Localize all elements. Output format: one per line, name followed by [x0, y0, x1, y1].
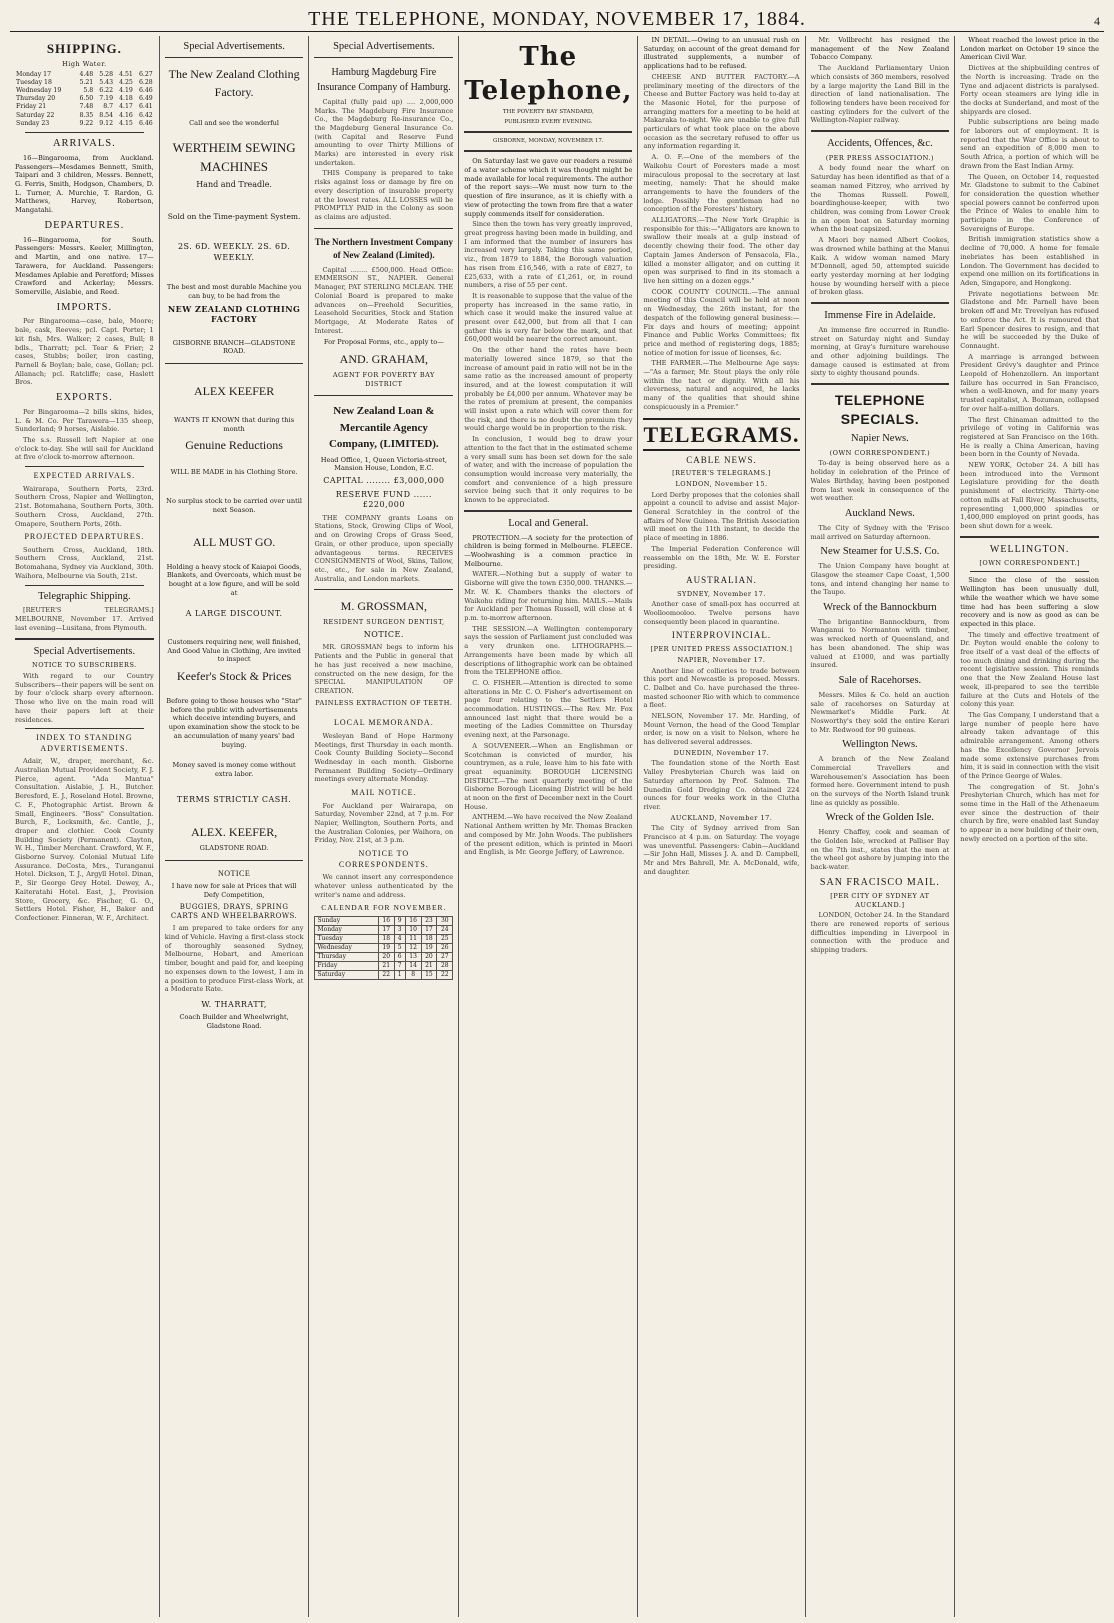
calendar-cell: 7	[394, 961, 405, 970]
calendar-row	[315, 917, 453, 926]
calendar-cell: Saturday	[315, 970, 378, 979]
hamburg-title: Hamburg Magdeburg Fire Insurance Company of Hamburg.	[317, 66, 451, 93]
tide-row	[15, 71, 154, 79]
interprovincial-heading: INTERPROVINCIAL.	[671, 630, 772, 641]
page-masthead	[10, 6, 1104, 32]
tide-cell: 7.19	[99, 95, 114, 103]
nz-loan-capital: CAPITAL ........ £3,000,000	[323, 476, 445, 486]
correspondents-notice: NOTICE TO CORRESPONDENTS.	[338, 849, 429, 869]
clothing-factory-name: The New Zealand Clothing Factory.	[168, 66, 300, 99]
napier-news-heading: Napier News.	[851, 433, 909, 445]
tide-cell: 5.8	[83, 87, 94, 95]
arrivals-text: 16—Bingarooma, from Auckland. Passengers—Mesdames Bennett, Smith, Taipari and 3 children, Messrs. Bennett, G. Ferris, Smith, Hodgson, Chambers, D. L. Turner, A. Murchie, T. Rardon, G. Matthews, Harvey, Robertson, Mangatahi.	[15, 153, 154, 215]
editorial-dateline: GISBORNE, MONDAY, NOVEMBER 17.	[493, 138, 604, 145]
tide-cell: 4.19	[119, 87, 133, 95]
calendar-cell: 17	[421, 926, 437, 935]
tide-cell: 9.12	[99, 119, 114, 127]
accidents-heading: Accidents, Offences, &c.	[827, 138, 933, 150]
calendar-cell: 24	[437, 926, 453, 935]
hamburg-ad: Hamburg Magdeburg Fire Insurance Company of Hamburg. Capital (fully paid up) .... 2,000,000 Marks. The Magdeburg Fire Insurance Co., the Magdeburg Re-insurance Co., the Magdeburg General Insurance Co. (with Capital and Reserve Fund amounting to over Thirty Millions of Marks) are interested in every risk undertaken. THIS Company is prepared to take risks against loss or damage by fire on every description of insurable property at the lowest rates. ALL LOSSES will be PROMPTLY PAID in the Colony as soon as claims are adjusted.	[314, 57, 453, 228]
tide-cell: 6.42	[138, 111, 153, 119]
and-graham: AND. GRAHAM,	[339, 352, 428, 367]
column-4-editorial: The Telephone, THE POVERTY BAY STANDARD, PUBLISHED EVERY EVENING. GISBORNE, MONDAY, NOVEMBER 17. On Saturday last we gave our readers a resumé of a water scheme which it was thought might be made available for local requirements. The author of the report says:—We must now turn to the question of fire insurance, as it is chiefly with a view of protecting the town from fire that a water supply commends itself for consideration. Since then the town has very greatly improved, great progress having been made in building, and I am informed that the number of insurers has increased very largely. Taking this same period, viz., from 1879 to 1884, the Borough valuation has risen from £16,546, with a rate of £827, to £25,633, with a rate of £1,261, or, in round numbers, a rise of 55 per cent. It is reasonable to suppose that the value of the property has increased in the same ratio, in which case it would make the insured value at present over £42,000, but from all that I can gather this is very far below the mark, and that £60,000 would be nearer the correct amount. On the other hand the rates have been materially lowered since 1879, so that the increase of amount paid in ratio will not be in the same ratio as the increased amount of property insured, and at the lowest computation it will probably be £4,000 per annum. Whatever may be the rates of premium at present, the companies will insist upon a rate which will cover them for the risk, and there is no doubt the premium they would charge would be in proportion to the risk. In conclusion, I would beg to draw your attention to the fact that in the estimated scheme a very small sum has been set down for the sale of water, and with the increase of population the consumption would increase very materially, the comfort and convenience of a high pressure service being such that it only requires to be known to be appreciated. Local and General. PROTECTION.—A society for the protection of children is being formed in Melbourne. FLEECE.—Woolwashing is a common practice in Melbourne. WATER.—Nothing but a supply of water to Gisborne will give the town £350,000. THANKS.—Mr. W. K. Chambers thanks the electors of Waikohu riding for returning him. MAILS.—Mails for Auckland per Thomas Russell, will close at 4 p.m. to-morrow afternoon. THE SESSION.—A Wellington contemporary says the session of Parliament just concluded was a very drunken one. LITHOGRAPHS.—Arrangements have been made by which all descriptions of lithographic work can be obtained from the TELEPHONE office. C. O. FISHER.—Attention is directed to some alterations in Mr. C. O. Fisher's advertisement on page four relating to the Settlers Hotel accommodation. HUSTINGS.—The Rev. Mr. Fox announced last night that there would be a meeting of the Ladies Committee on Thursday evening next, at the Parsonage. A SOUVENEER.—When an Englishman or Scotchman is convicted of murder, his countrymen, as a rule, leave him to his fate with great equanimity. BOROUGH LICENSING DISTRICT.—The next quarterly meeting of the Gisborne Borough Licensing District will be held at noon on the first of December next in the Court House. ANTHEM.—We have received the New Zealand National Anthem written by Mr. Thomas Bracken and composed by Mr. John Woods. The publishers of the present edition, which is printed in Maori and English, is Mr. George Jeffery, of Lawrence.	[459, 36, 638, 1617]
tide-cell: 6.22	[99, 87, 114, 95]
tide-cell: 4.16	[119, 111, 133, 119]
tide-cell: 9.22	[79, 119, 94, 127]
special-ads-heading-3: Special Advertisements.	[333, 41, 435, 52]
local-general-heading: Local and General.	[508, 517, 589, 529]
calendar-cell: 18	[421, 935, 437, 944]
tide-row	[15, 120, 154, 128]
grossman-sub: RESIDENT SURGEON DENTIST,	[323, 618, 445, 627]
local-memoranda: LOCAL MEMORANDA.	[333, 718, 434, 728]
calendar-cell: 10	[405, 926, 421, 935]
napier-correspondent: (OWN CORRESPONDENT.)	[829, 448, 931, 457]
calendar-cell: 20	[378, 952, 394, 961]
calendar-cell: 3	[394, 926, 405, 935]
calendar-cell: 22	[437, 970, 453, 979]
calendar-cell: 21	[421, 961, 437, 970]
clothing-store-text: WILL BE MADE in his Clothing Store.	[170, 468, 298, 477]
wreck-bannockburn-heading: Wreck of the Bannockburn	[823, 601, 937, 613]
tide-cell: Wednesday 19	[16, 87, 62, 95]
calendar-cell: 16	[378, 917, 394, 926]
calendar-cell: Thursday	[315, 952, 378, 961]
index-heading: INDEX TO STANDING ADVERTISEMENTS.	[36, 733, 133, 753]
shipping-heading: SHIPPING.	[46, 41, 122, 56]
grossman-name: M. GROSSMAN,	[340, 599, 428, 614]
tide-cell: Thursday 20	[16, 95, 56, 103]
page-number: 4	[1094, 14, 1100, 28]
calendar-cell: 21	[378, 961, 394, 970]
tide-cell: 5.21	[79, 78, 94, 86]
napier-dateline: NAPIER, November 17.	[677, 655, 766, 664]
tide-cell: Friday 21	[16, 103, 47, 111]
column-6-intro: Mr. Vollbrecht has resigned the management of the New Zealand Tobacco Company.	[810, 36, 950, 62]
calendar-cell: 19	[378, 943, 394, 952]
coach-builder: Coach Builder and Wheelwright, Gladstone Road.	[179, 1013, 289, 1031]
calendar-cell: 25	[437, 935, 453, 944]
calendar-cell: Friday	[315, 961, 378, 970]
tide-cell: 6.41	[138, 103, 153, 111]
accidents-press: (PER PRESS ASSOCIATION.)	[825, 153, 935, 162]
tide-cell: 4.48	[79, 70, 94, 78]
hand-treadle: Hand and Treadle.	[196, 179, 272, 189]
tide-row	[15, 103, 154, 111]
imports-heading: IMPORTS.	[56, 301, 113, 313]
sydney-dateline: SYDNEY, November 17.	[677, 589, 766, 598]
all-must-go: ALL MUST GO.	[192, 534, 276, 549]
calendar-cell: 1	[394, 970, 405, 979]
tide-cell: 5.28	[99, 70, 114, 78]
factory-line: NEW ZEALAND CLOTHING FACTORY	[167, 303, 301, 325]
agent-line: AGENT FOR POVERTY BAY DISTRICT	[332, 371, 435, 388]
auckland-news-heading: Auckland News.	[844, 507, 915, 519]
large-discount: A LARGE DISCOUNT.	[185, 609, 283, 619]
calendar-cell: Monday	[315, 926, 378, 935]
tide-cell: 6.49	[138, 95, 153, 103]
special-ads-heading-2: Special Advertisements.	[183, 41, 285, 52]
calendar-cell: 5	[394, 943, 405, 952]
column-5-intro: IN DETAIL.—Owing to an unusual rush on Saturday, on account of the great demand for illustrated supplements, a number of applications had to be refused.	[643, 36, 800, 71]
clothing-factory-ad: The New Zealand Clothing Factory. Call and see the wonderful WERTHEIM SEWING MACHINES Hand and Treadle. Sold on the Time-payment System. 2S. 6D. WEEKLY. 2S. 6D. WEEKLY. The best and most durable Machine you can buy, to be had from the NEW ZEALAND CLOTHING FACTORY GISBORNE BRANCH—GLADSTONE ROAD.	[165, 57, 304, 363]
nz-loan-reserve: RESERVE FUND ...... £220,000	[335, 489, 432, 510]
calendar-row	[315, 926, 453, 935]
calendar-row	[315, 943, 453, 952]
calendar-cell: Sunday	[315, 917, 378, 926]
press-association: [PER UNITED PRESS ASSOCIATION.]	[650, 645, 793, 654]
time-payment: Sold on the Time-payment System.	[167, 212, 301, 222]
calendar-cell: Wednesday	[315, 943, 378, 952]
calendar-cell: 14	[405, 961, 421, 970]
tide-row	[15, 79, 154, 87]
calendar-cell: 17	[378, 926, 394, 935]
calendar-row	[315, 970, 453, 979]
arrivals-heading: ARRIVALS.	[52, 138, 116, 150]
departures-heading: DEPARTURES.	[44, 219, 125, 231]
sf-mail-source: [PER CITY OF SYDNEY AT AUCKLAND.]	[830, 892, 930, 909]
tide-row	[15, 112, 154, 120]
wellington-heading: WELLINGTON.	[989, 543, 1070, 555]
tide-cell: Monday 17	[16, 70, 52, 78]
tide-cell: 6.46	[138, 87, 153, 95]
calendar-cell: 12	[405, 943, 421, 952]
wertheim-machines: WERTHEIM SEWING MACHINES	[172, 139, 296, 175]
calendar-cell: 9	[394, 917, 405, 926]
tide-cell: Saturday 22	[16, 111, 55, 119]
tide-table	[15, 71, 154, 128]
grossman-ad: M. GROSSMAN, RESIDENT SURGEON DENTIST, NOTICE. MR. GROSSMAN begs to inform his Patients and the Public in general that he has just received a new machine, constructed on the new design, for the SPECIAL MANIPULATION OF CREATION. PAINLESS EXTRACTION OF TEETH.	[314, 589, 453, 714]
telegraphic-shipping-heading: Telegraphic Shipping.	[38, 590, 131, 602]
calendar-table	[314, 916, 453, 979]
nz-loan-title: New Zealand Loan & Mercantile Agency Company, (LIMITED).	[328, 405, 439, 451]
cable-source: [REUTER'S TELEGRAMS.]	[672, 469, 771, 478]
calendar-cell: 22	[378, 970, 394, 979]
calendar-cell: 11	[405, 935, 421, 944]
tide-cell: 7.48	[79, 103, 94, 111]
columns	[10, 36, 1104, 1617]
mail-notice: MAIL NOTICE.	[351, 788, 417, 798]
telephone-specials-heading: TELEPHONE SPECIALS.	[834, 392, 925, 427]
editorial-lead: On Saturday last we gave our readers a resumé of a water scheme which it was thought might be made available for local requirements. The author of the report says:—We must now turn to the question of fire insurance, as it is chiefly with a view of protecting the town from fire that a water supply commends itself for consideration.	[464, 157, 633, 218]
northern-title: The Northern Investment Company of New Zealand (Limited).	[314, 236, 453, 261]
tharratt-notice: NOTICE	[217, 868, 251, 878]
new-steamer-heading: New Steamer for U.S.S. Co.	[820, 546, 940, 558]
genuine-reductions: Genuine Reductions	[185, 438, 283, 453]
tide-cell: 6.28	[138, 78, 153, 86]
column-2-advertisements	[160, 36, 310, 1617]
exports-text: Per Bingarooma—2 bills skins, hides, L. & M. Co. Per Tarawera—135 sheep, Sunderland; 9 horses, Aislabie.	[15, 407, 154, 434]
special-ads-heading-1: Special Advertisements.	[33, 645, 136, 657]
local-general-text: PROTECTION.—A society for the protection of children is being formed in Melbourne. FLEECE.—Woolwashing is a common practice in Melbourne.	[464, 533, 633, 568]
wellington-text: Since the close of the session Wellington has been unusually dull, while the weather which we have some time had has been suffering a slow recovery and is now as good as can be expected in this place.	[960, 576, 1099, 628]
tharratt-name: W. THARRATT,	[201, 999, 267, 1009]
tide-heading: High Water.	[62, 60, 107, 69]
nameplate-sub: THE POVERTY BAY STANDARD,	[502, 108, 594, 115]
notice-subscribers: NOTICE TO SUBSCRIBERS.	[32, 661, 137, 670]
wreck-golden-isle-heading: Wreck of the Golden Isle.	[825, 812, 935, 824]
tide-cell: Tuesday 18	[16, 78, 52, 86]
calendar-cell: 8	[405, 970, 421, 979]
tide-cell: 5.43	[99, 78, 114, 86]
exports-heading: EXPORTS.	[56, 392, 113, 404]
calendar-heading: CALENDAR FOR NOVEMBER.	[321, 903, 447, 913]
australian-heading: AUSTRALIAN.	[686, 574, 757, 585]
tharratt-ad: NOTICE I have now for sale at Prices that will Defy Competition, BUGGIES, DRAYS, SPRING CARTS AND WHEELBARROWS. I am prepared to take orders for any kind of Vehicle. Having a first-class stock of thoroughly seasoned Sydney, Melbourne, Hobart, and American timber, bought and paid for, and keeping no expenses down to the lowest, I am in a position to produce First-class Work, at a Moderate Rate. W. THARRATT, Coach Builder and Wheelwright, Gladstone Road.	[165, 860, 304, 1038]
tide-cell: 4.18	[119, 95, 133, 103]
calendar-row	[315, 961, 453, 970]
tide-row	[15, 87, 154, 95]
calendar-cell: 6	[394, 952, 405, 961]
tide-cell: 4.51	[119, 70, 133, 78]
calendar-cell: 23	[421, 917, 437, 926]
wellington-correspondent: [OWN CORRESPONDENT.]	[979, 558, 1080, 567]
tide-cell: 6.46	[138, 119, 153, 127]
london-dateline: LONDON, November 15.	[675, 480, 768, 489]
column-3-advertisements: Special Advertisements. Hamburg Magdeburg Fire Insurance Company of Hamburg. Capital (fully paid up) .... 2,000,000 Marks. The Magdeburg Fire Insurance Co., the Magdeburg Re-insurance Co., the Magdeburg General Insurance Co. (with Capital and Reserve Fund amounting to over Thirty Millions of Marks) are interested in every risk undertaken. THIS Company is prepared to take risks against loss or damage by fire on every description of insurable property at the lowest rates. ALL LOSSES will be PROMPTLY PAID in the Colony as soon as claims are adjusted. The Northern Investment Company of New Zealand (Limited). Capital ........ £500,000. Head Office: EMMERSON ST., NAPIER. General Manager, PAT STERLING MCLEAN. THE Colonial Board is prepared to make advances on—Freehold Securities, Leasehold Securities, Stock and Station Mortgage, At Moderate Rates of Interest. For Proposal Forms, etc., apply to— AND. GRAHAM, AGENT FOR POVERTY BAY DISTRICT New Zealand Loan & Mercantile Agency Company, (LIMITED). Head Office, 1, Queen Victoria-street, Mansion House, London, E.C. CAPITAL ........ £3,000,000 RESERVE FUND ...... £220,000 THE COMPANY grants Loans on Stations, Stock, Growing Clips of Wool, and on Growing Crops of Grass Seed, Grain, or other produce, upon specially advantageous terms. RECEIVES CONSIGNMENTS of Wool, Skins, Tallow, etc., etc., for sale in New Zealand, Australia, and London markets. M. GROSSMAN, RESIDENT SURGEON DENTIST, NOTICE. MR. GROSSMAN begs to inform his Patients and the Public in general that he has just received a new machine, constructed on the new design, for the SPECIAL MANIPULATION OF CREATION. PAINLESS EXTRACTION OF TEETH. LOCAL MEMORANDA. Wesleyan Band of Hope Harmony Meetings, first Thursday in each month. Cook County Building Society—Second Wednesday in each month. Gisborne Permanent Building Society—Ordinary meetings every alternate Monday. MAIL NOTICE. For Auckland per Wairarapa, on Saturday, November 22nd, at 7 p.m. For Napier, Wellington, Southern Ports, and the Australian Colonies, per Waihora, on Friday, Nov. 21st, at 3 p.m. NOTICE TO CORRESPONDENTS. We cannot insert any correspondence whatever unless authenticated by the writer's name and address. CALENDAR FOR NOVEMBER. Sunday 16 9 16 23 30 Monday 17 3 10 17 24 Tuesday 18 4 11 18 25 Wednesday 19 5 12 19 26 Thursday 20 6 13 20 27 Friday 21 7 14 21 28 Saturday 22 1 8 15 22	[309, 36, 459, 1617]
column-5-telegrams: IN DETAIL.—Owing to an unusual rush on Saturday, on account of the great demand for illustrated supplements, a number of applications had to be refused. CHEESE AND BUTTER FACTORY.—A preliminary meeting of the directors of the Cheese and Butter Factory was held to-day at the Masonic Hotel, for the purpose of arranging matters for a meeting to be held at Makaraka to-night. We are unable to give full particulars of what took place on the above occasion as the secretary refused to offer us any information regarding it. A. O. F.—One of the members of the Waikohu Court of Foresters made a most miraculous proposal to the secretary at last meeting, namely: That he should make arrangements to have the founders of the lodge. Possibly the gentleman had no conception of the Foresters' history. ALLIGATORS.—The New York Graphic is responsible for this:—"Alligators are known to swallow their meals at a gulp instead of decently chewing their food. The other day Captain James Anderson of Pensacola, Fla., killed a monster alligator, and on cutting it open was surprised to find in its stomach a live hen sitting on a dozen eggs." COOK COUNTY COUNCIL.—The annual meeting of this Council will be held at noon on Wednesday, the 26th instant, for the despatch of the following general business:—Fix days and hours of meeting; appoint Finance and Public Works Committees; fix price and method of registering dogs, 1885; notice of motion for issue of licenses, &c. THE FARMER.—The Melbourne Age says:—"As a farmer, Mr. Stout plays the only rôle within the tact or dignity. With all his cleverness, natural and acquired, he lacks many of the qualities that should shine conspicuously in a Premier." TELEGRAMS. CABLE NEWS. [REUTER'S TELEGRAMS.] LONDON, November 15. Lord Derby proposes that the colonies shall appoint a council to advise and assist Major-General Scratchley in the control of the affairs of New Guinea. The British Association will meet on the 11th instant, to decide the place of meeting in 1886. The Imperial Federation Conference will reassemble on the 18th, Mr. W. E. Forster presiding. AUSTRALIAN. SYDNEY, November 17. Another case of small-pox has occurred at Woolloomooloo. Twelve persons have consequently been placed in quarantine. INTERPROVINCIAL. [PER UNITED PRESS ASSOCIATION.] NAPIER, November 17. Another line of collieries to trade between this port and Newcastle is proposed. Messrs. C. Dalbet and Co. have purchased the three-masted schooner Rio with which to commence a fleet. NELSON, November 17. Mr. Harding, of Mount Vernon, the head of the Good Templar order, is now on a visit to Nelson, where he has delivered several addresses. DUNEDIN, November 17. The foundation stone of the North East Valley Presbyterian Church was laid on Saturday afternoon by Prof. Salmon. The Dunedin Gold Dredging Co. obtained 224 ounces for four weeks work in the Clutha river. AUCKLAND, November 17. The City of Sydney arrived from San Francisco at 4 p.m. on Saturday. The voyage was uneventful. Passengers: Cabin—Auckland—Sir John Hall, Misses J. A. and D. Campbell, Mr and Mrs Bahrell, Mr. A. McDonald, wife, and daughter.	[638, 36, 805, 1617]
tide-cell: 8.7	[103, 103, 114, 111]
calendar-cell: 26	[437, 943, 453, 952]
tide-row	[15, 95, 154, 103]
column-7-news: Wheat reached the lowest price in the London market on October 19 since the American Civil War. Dictives at the shipbuilding centres of the North is increasing. Trade on the Tyne and adjacent districts is paralysed. Forty ocean steamers are lying idle in the docks at Sunderland, and most of the shipyards are closed. Public subscriptions are being made for laborers out of employment. It is reported that the War Office is about to send an expedition of 8,000 men to South Africa, a portion of which will be drawn from the East Indian Army. The Queen, on October 14, requested Mr. Gladstone to submit to the Cabinet for consideration the question whether special powers cannot be conferred upon the Prince of Wales to enable him to participate in the Conference of Sovereigns of Europe. British immigration statistics show a decline of 70,000. A home for female inebriates has been established in London. The Government has decided to expend one million on its fortifications in Aden, Singapore, and Hongkong. Private negotiations between Mr. Gladstone and Mr. Parnell have been broken off and Mr. Trevelyan has refused to enforce the Act. It is rumoured that Earl Spencer desires to resign, and that he will be succeeded by the Duke of Connaught. A marriage is arranged between President Grévy's daughter and Prince Leopold of Hohenzollern. An important failure has occurred in San Francisco, when a well-known, and for many years trusted capitalist, A. Bozuman, collapsed for over half-a-million dollars. The first Chinaman admitted to the privilege of voting in California was registered at San Francisco on the 16th. He is really a China American, having been born in the County of Nevada. NEW YORK, October 24. A bill has been introduced into the Vermont Legislature providing for the death punishment of electricity. Thirty-one cotton mills at Fall River, Massachusetts, representing 1,000,000 spindles or 1,400,000 employed on print goods, has been shut down for a week. WELLINGTON. [OWN CORRESPONDENT.] Since the close of the session Wellington has been unusually dull, while the weather which we have some time had has been suffering a slow recovery and is now as good as can be expected in this place. The timely and effective treatment of Dr. Peyton would enable the colony to free itself of a vast deal of the effects of too much dining and drinking during the recent legislative session. This reminds one that the New Zealand House last week, ill-prepared to see the terrible failure at the Cuts and Hotels of the colony this year. The Gas Company, I understand that a large number of people here have already taken advantage of this admirable arrangement. Among others has the Excellency Governor Jervois made some extensive purchases from him, it is said in connection with the visit of the Prince George of Wales. The congregation of St. John's Presbyterian Church, which has met for some time in the Hall of the Athenaeum ever since the destruction of their church by fire, were enabled last Sunday to appear in a new building of their own, newly erected on a portion of the site.	[960, 36, 1099, 843]
calendar-cell: 13	[405, 952, 421, 961]
tide-cell: 6.50	[79, 95, 94, 103]
wellington-news-heading: Wellington News.	[842, 739, 918, 751]
departures-text: 16—Bingarooma, for South. Passengers: Messrs. Keeler, Millington, and Martin, and one native. 17—Tarawera, for Auckland. Passengers: Mesdames Aplabie and Peretford; Misses Crawford and Ackerlay; Messrs. Somerville, Aislabie, and Reed.	[15, 235, 154, 296]
calendar-row	[315, 952, 453, 961]
alex-keefer-name: ALEX KEEFER	[193, 384, 275, 398]
nameplate: The Telephone,	[464, 42, 633, 107]
cable-news-heading: CABLE NEWS.	[686, 454, 757, 465]
auckland-dateline: AUCKLAND, November 17.	[670, 813, 773, 822]
keefer-stock-prices: Keefer's Stock & Prices	[176, 668, 292, 683]
telegrams-banner: TELEGRAMS.	[643, 418, 799, 451]
projected-heading: PROJECTED DEPARTURES.	[24, 532, 145, 542]
published-every-evening: PUBLISHED EVERY EVENING.	[504, 118, 593, 125]
expected-heading: EXPECTED ARRIVALS.	[33, 471, 136, 481]
buggies-line: BUGGIES, DRAYS, SPRING CARTS AND WHEELBARROWS.	[170, 902, 298, 921]
column-7-intro: Wheat reached the lowest price in the London market on October 19 since the American Civil War.	[960, 36, 1099, 62]
sale-racehorses-heading: Sale of Racehorses.	[838, 675, 922, 686]
tide-cell: 8.35	[79, 111, 94, 119]
grossman-notice: NOTICE.	[363, 629, 404, 639]
tide-cell: 4.17	[119, 103, 133, 111]
column-6-specials: Mr. Vollbrecht has resigned the management of the New Zealand Tobacco Company. The Auckland Parliamentary Union which consists of 360 members, resolved by a large majority the Land Bill in the direction of land nationalisation. The following tenders have been received for casting cylinders for the culvert of the Wellington-Napier railway. Accidents, Offences, &c. (PER PRESS ASSOCIATION.) A body found near the wharf on Saturday has been identified as that of a seaman named Fitzroy, who arrived by the Thomas Russell. Powell, boardinghouse-keeper, with two children, was coming from Lower Creek in an open boat on Saturday morning when the boat capsized. A Maori boy named Albert Cookes, was drowned while bathing at the Manui Kaik. A widow woman named Mary M'Donnell, aged 50, attempted suicide early yesterday morning at her lodging house by wounding herself with a piece of broken glass. Immense Fire in Adelaide. An immense fire occurred in Rundle-street on Saturday night and Sunday morning, at Gray's furniture warehouse and other adjoining buildings. The damage caused is estimated at from sixty to eighty thousand pounds. TELEPHONE SPECIALS. Napier News. (OWN CORRESPONDENT.) To-day is being observed here as a holiday in celebration of the Prince of Wales Birthday, having been postponed from last week in consequence of the wet weather. Auckland News. The City of Sydney with the 'Frisco mail arrived on Saturday afternoon. New Steamer for U.S.S. Co. The Union Company have bought at Glasgow the steamer Cape Coast, 1,500 tons, and intend changing her name to the Taupo. Wreck of the Bannockburn The brigantine Bannockburn, from Wanganui to Normanton with timber, was wrecked north of Queensland, and has been abandoned. The ship was valued at £1000, and was partially insured. Sale of Racehorses. Messrs. Miles & Co. held an auction sale of racehorses on Saturday at Newmarket's Middle Park. At Nosworthy's they sold the entire Kerari to Mr. Redwood for 90 guineas. Wellington News. A branch of the New Zealand Commercial Travellers and Warehousemen's Association has been formed here. Government intend to push on the surveys of the North Island trunk line as quickly as possible. Wreck of the Golden Isle. Henry Chaffey, cook and seaman of the Golden Isle, wrecked at Palliser Bay on the 7th inst., states that the men at the wheel got ashore by jumping into the back-water. SAN FRACISCO MAIL. [PER CITY OF SYDNEY AT AUCKLAND.] LONDON, October 24. In the Standard there are renewed reports of serious difficulties impending in Liverpool in connection with the produce and shipping traders.	[806, 36, 956, 1617]
weekly-price: 2S. 6D. WEEKLY. 2S. 6D. WEEKLY.	[177, 242, 291, 262]
calendar-cell: 15	[421, 970, 437, 979]
best-machine-text: The best and most durable Machine you can buy, to be had from the	[166, 283, 302, 300]
tide-cell: 4.15	[119, 119, 133, 127]
painless-extraction: PAINLESS EXTRACTION OF TEETH.	[315, 698, 453, 707]
alex-keefer-ad: ALEX KEEFER WANTS IT KNOWN that during this month Genuine Reductions WILL BE MADE in his Clothing Store. No surplus stock to be carried over until next Season. ALL MUST GO. Holding a heavy stock of Kaiapoi Goods, Blankets, and Overcoats, which must be bought at a low figure, and will be sold at A LARGE DISCOUNT. Customers requiring new, well finished, And Good Value in Clothing, Are invited to inspect Keefer's Stock & Prices Before going to those houses who "Star" before the public with advertisements which deceive intending buyers, and upon examination show the stock to be an accumulation of many years' bad buying. Money saved is money come without extra labor. TERMS STRICTLY CASH. ALEX. KEEFER, GLADSTONE ROAD.	[165, 363, 304, 860]
northern-investment-ad: The Northern Investment Company of New Zealand (Limited). Capital ........ £500,000. Head Office: EMMERSON ST., NAPIER. General Manager, PAT STERLING MCLEAN. THE Colonial Board is prepared to make advances on—Freehold Securities, Leasehold Securities, Stock and Station Mortgage, At Moderate Rates of Interest. For Proposal Forms, etc., apply to— AND. GRAHAM, AGENT FOR POVERTY BAY DISTRICT	[314, 228, 453, 395]
sf-mail-heading: SAN FRACISCO MAIL.	[819, 876, 940, 888]
calendar-cell: 16	[405, 917, 421, 926]
gisborne-branch: GISBORNE BRANCH—GLADSTONE ROAD.	[172, 338, 296, 356]
page-title: THE TELEPHONE, MONDAY, NOVEMBER 17, 1884.	[308, 8, 806, 30]
calendar-cell: 30	[437, 917, 453, 926]
imports-text: Per Bingarooma—case, bale, Moore; bale, cask, Reeves; pcl. Capt. Porter; 1 kit fish, Mrs. Walker; 2 cases, Bull; 8 bdls., Tharratt; pcl. Tear & Frier; 2 cases, Stubbs; boiler, iron casting, Parnell & Boylan; bale, case, Gollan; pcl. Allanach; pcl. Ratcliffe; case, Haslett Bros.	[15, 317, 154, 387]
nz-loan-ad: New Zealand Loan & Mercantile Agency Company, (LIMITED). Head Office, 1, Queen Victoria-street, Mansion House, London, E.C. CAPITAL ........ £3,000,000 RESERVE FUND ...... £220,000 THE COMPANY grants Loans on Stations, Stock, Growing Clips of Wool, and on Growing Crops of Grass Seed, Grain, or other produce, upon specially advantageous terms. RECEIVES CONSIGNMENTS of Wool, Skins, Tallow, etc., etc., for sale in New Zealand, Australia, and London markets.	[314, 395, 453, 589]
calendar-cell: 20	[421, 952, 437, 961]
calendar-row	[315, 935, 453, 944]
tide-cell: 4.25	[119, 78, 133, 86]
calendar-cell: Tuesday	[315, 935, 378, 944]
immense-fire-heading: Immense Fire in Adelaide.	[824, 310, 936, 322]
tide-cell: 6.27	[138, 70, 153, 78]
calendar-cell: 4	[394, 935, 405, 944]
terms-cash: TERMS STRICTLY CASH.	[176, 794, 292, 804]
calendar-cell: 19	[421, 943, 437, 952]
calendar-cell: 18	[378, 935, 394, 944]
calendar-cell: 28	[437, 961, 453, 970]
tide-cell: 8.54	[99, 111, 114, 119]
column-1-shipping: SHIPPING. High Water. Monday 17 4.48 5.28 4.51 6.27 Tuesday 18 5.21 5.43 4.25 6.28 Wednesday 19 5.8 6.22 4.19 6.46 Thursday 20 6.50 7.19 4.18 6.49 Friday 21 7.48 8.7 4.17 6.41 Saturday 22 8.35 8.54 4.16 6.42 Sunday 23 9.22 9.12 4.15 6.46 ARRIVALS. 16—Bingarooma, from Auckland. Passengers—Mesdames Bennett, Smith, Taipari and 3 children, Messrs. Bennett, G. Ferris, Smith, Hodgson, Chambers, D. L. Turner, A. Murchie, T. Rardon, G. Matthews, Harvey, Robertson, Mangatahi. DEPARTURES. 16—Bingarooma, for South. Passengers: Messrs. Keeler, Millington, and Martin, and one native. 17—Tarawera, for Auckland. Passengers: Mesdames Aplabie and Peretford; Misses Crawford and Ackerlay; Messrs. Somerville, Aislabie, and Reed. IMPORTS. Per Bingarooma—case, bale, Moore; bale, cask, Reeves; pcl. Capt. Porter; 1 kit fish, Mrs. Walker; 2 cases, Bull; 8 bdls., Tharratt; pcl. Tear & Frier; 2 cases, Stubbs; boiler, iron casting, Parnell & Boylan; bale, case, Gollan; pcl. Allanach; pcl. Ratcliffe; case, Haslett Bros. EXPORTS. Per Bingarooma—2 bills skins, hides, L. & M. Co. Per Tarawera—135 sheep, Sunderland; 9 horses, Aislabie. The s.s. Russell left Napier at one o'clock to-day. She will sail for Auckland at five o'clock to-morrow afternoon. EXPECTED ARRIVALS. Wairarapa, Southern Ports, 23rd. Southern Cross, Napier and Wellington, 21st. Botomahana, Southern Ports, 30th. Southern Cross, Auckland, 27th. Omapere, Southern Ports, 26th. PROJECTED DEPARTURES. Southern Cross, Auckland, 18th. Southern Cross, Auckland, 21st. Botomahana, Sydney via Auckland, 30th. Waihora, Melbourne via South, 21st. Telegraphic Shipping. [REUTER'S TELEGRAMS.] MELBOURNE, November 17. Arrived last evening—Lusitana, from Plymouth. Special Advertisements. NOTICE TO SUBSCRIBERS. With regard to our Country Subscribers—their papers will be sent on by four o'clock sharp every afternoon. Those who live on the main road will have their papers left at their residences. INDEX TO STANDING ADVERTISEMENTS. Adair, W., draper, merchant, &c. Australian Mutual Provident Society, F. J. Pierce, agent. "Ada Mantua" Consultation. Aislabie, J. H., Butcher. Beresford, E. J., Roseland Hotel. Browne, C. F., Photographic Artist. Brown & Small, Engineers. "Boss" Consultation. Burch, F., Locksmith, &c. Cantle, J., draper and clothier. Cook County Building Society (Permanent). Clayton, W. H., Timber Merchant. Crawford, W. F., Gisborne Survey. Colonial Mutual Life Assurance. DeCosta, Mrs., Turanganui Hotel. Dickson, T. J., Argyll Hotel. Dinan, P., Sir George Grey Hotel. Dewey, A., Kaiteratahi Hotel. East, J., Provision Store, Grocery, &c. Fischer, G. O., Settlers Hotel. Fisher, H., Baker and Confectioner. Finneran, W. F., Architect.	[10, 36, 160, 1617]
tide-cell: Sunday 23	[16, 119, 50, 127]
calendar-cell: 27	[437, 952, 453, 961]
dunedin-dateline: DUNEDIN, November 17.	[673, 748, 770, 757]
